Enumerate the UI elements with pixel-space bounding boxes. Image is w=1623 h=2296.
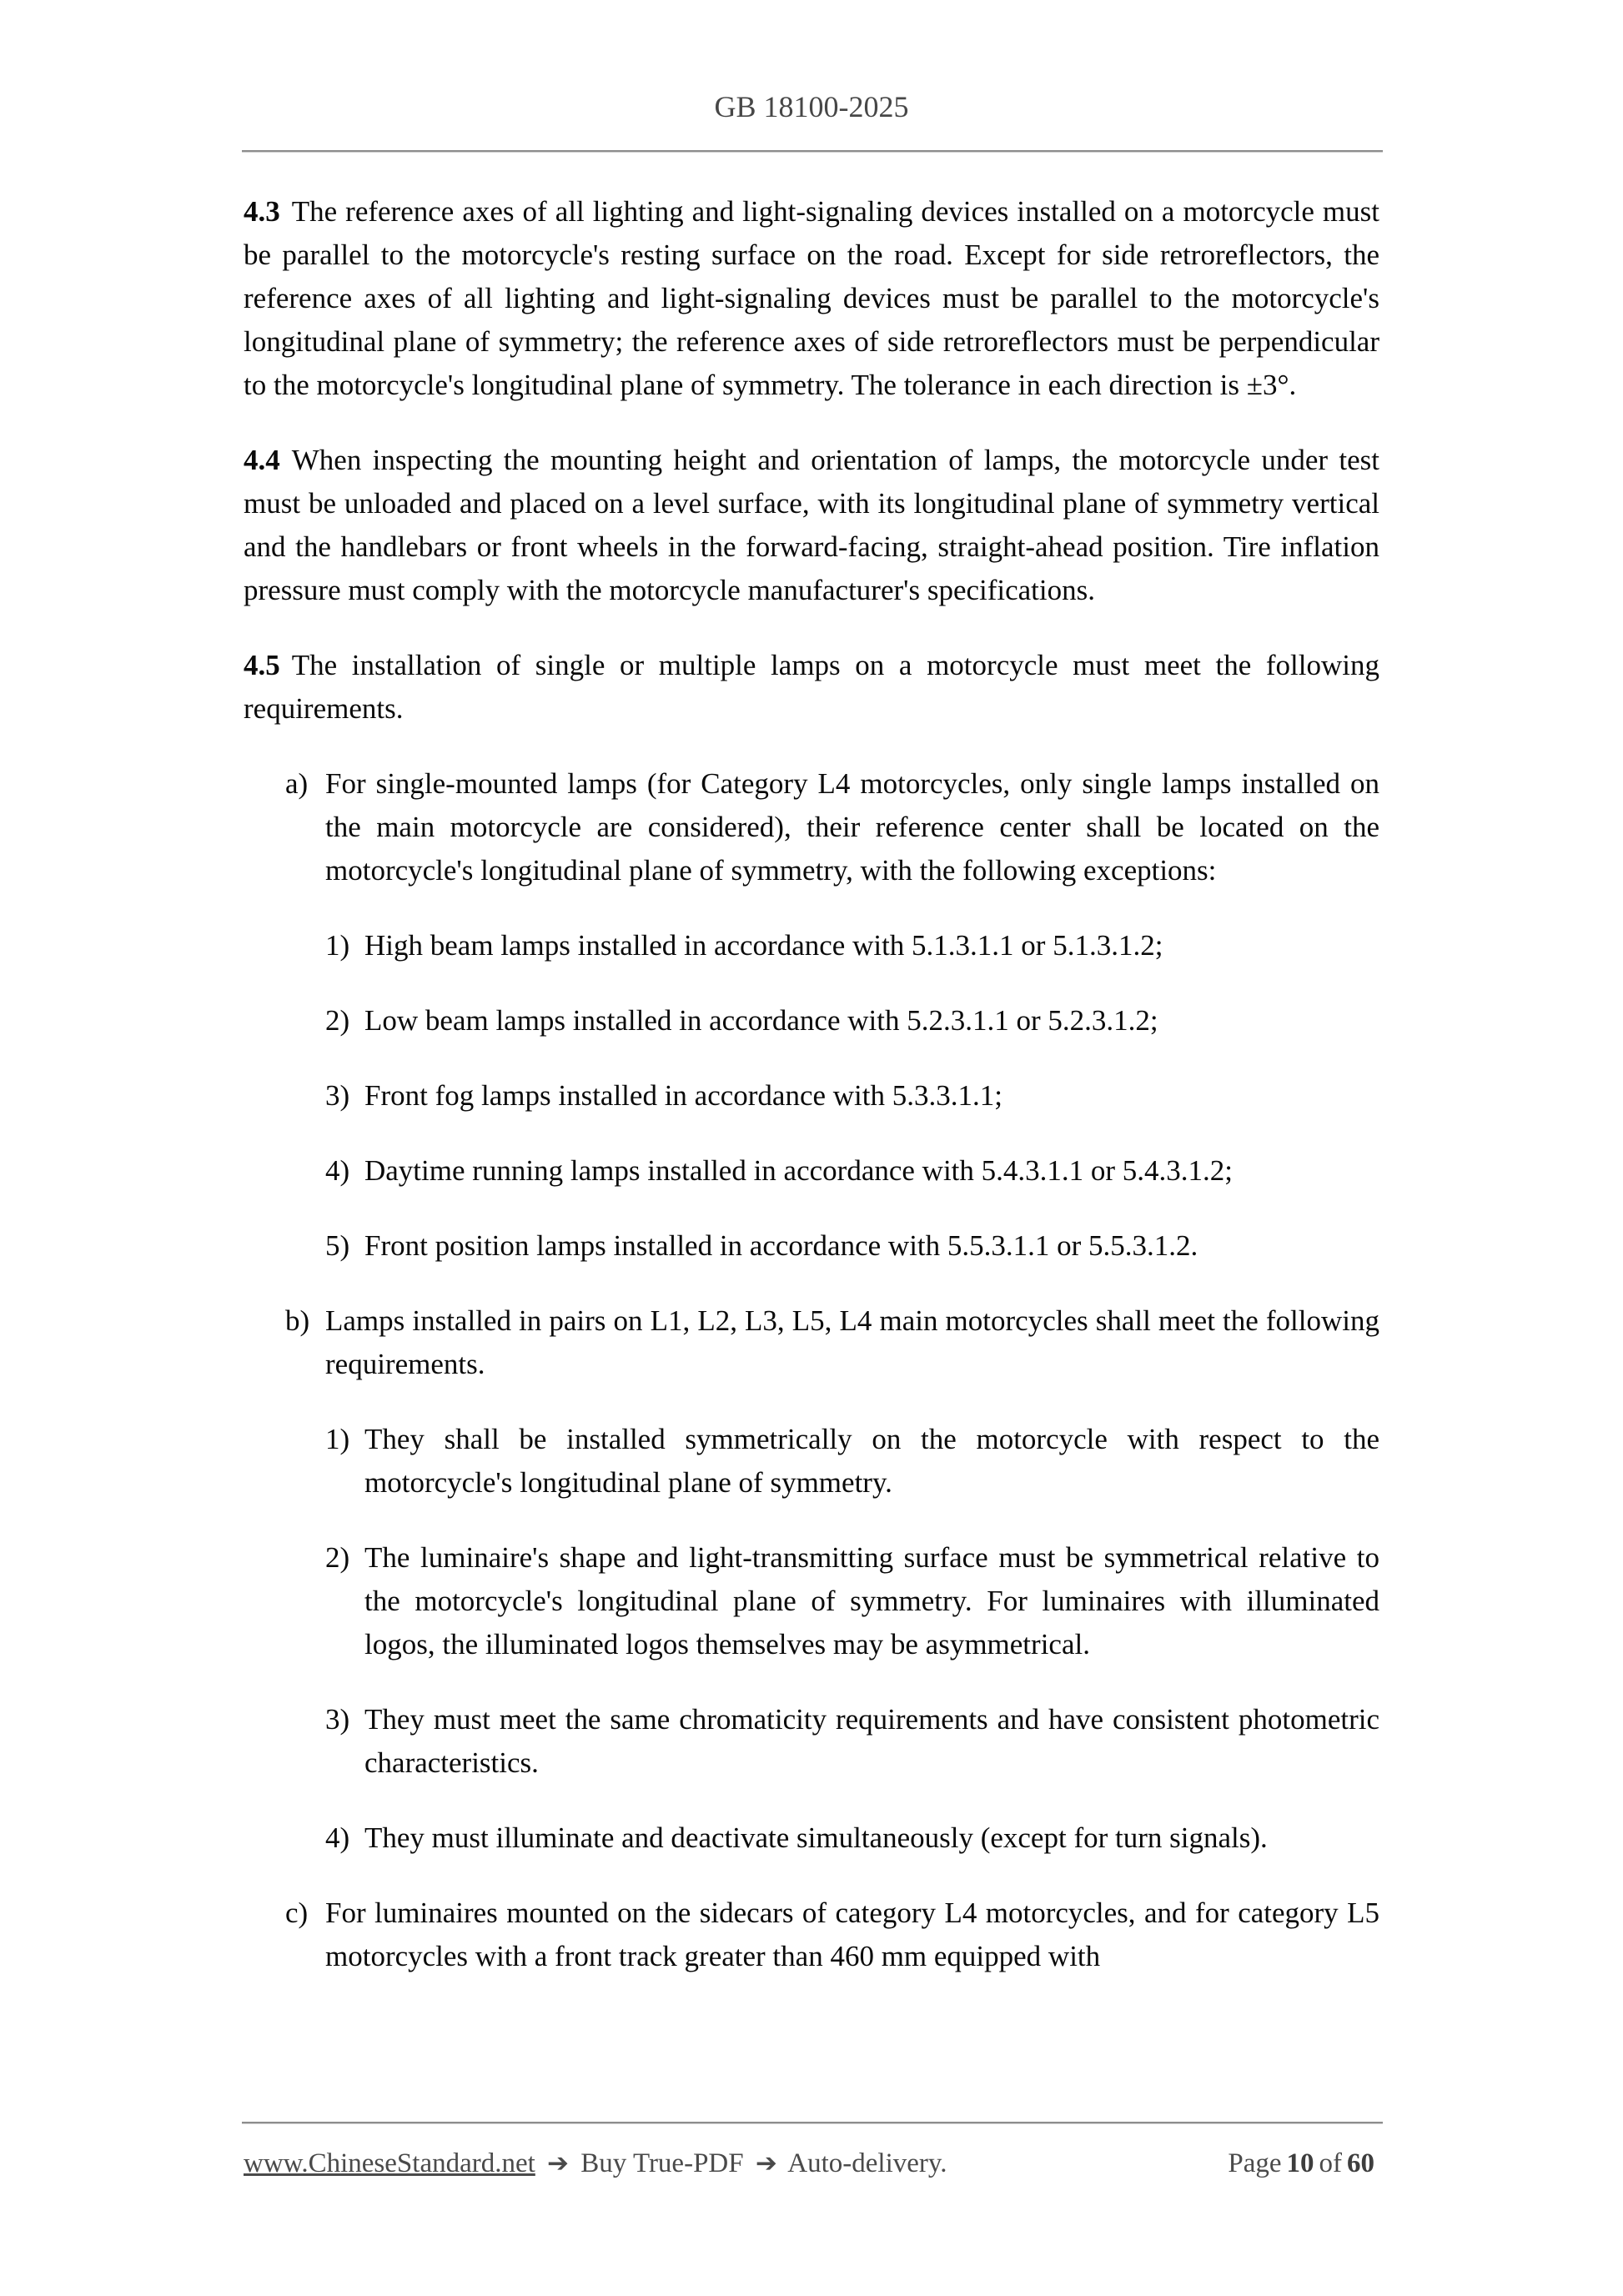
page-footer xyxy=(244,2142,1379,2185)
list-label: 4) xyxy=(325,1154,350,1187)
list-label: 1) xyxy=(325,1423,350,1455)
list-text: Front position lamps installed in accordance with 5.5.3.1.1 or 5.5.3.1.2. xyxy=(364,1229,1198,1262)
list-item-b-2 xyxy=(244,1536,1379,1666)
section-4-3 xyxy=(244,190,1379,407)
page-header-title: GB 18100-2025 xyxy=(714,90,909,123)
list-label: 4) xyxy=(325,1821,350,1854)
of-word: of xyxy=(1319,2148,1342,2178)
list-text: They shall be installed symmetrically on the motorcycle with respect to the motorcycle's longitudinal plane of symmetry. xyxy=(364,1423,1379,1499)
arrow-icon: ➔ xyxy=(755,2148,777,2178)
section-number: 4.4 xyxy=(244,444,280,476)
list-label: 3) xyxy=(325,1703,350,1736)
list-text: They must illuminate and deactivate simultaneously (except for turn signals). xyxy=(364,1821,1268,1854)
section-text: The reference axes of all lighting and light-signaling devices installed on a motorcycle must be parallel to the motorcycle's resting surface on the road. Except for side retroreflectors, the reference axes of all lighting and light-signaling devices must be parallel to the motorcycle's longitudinal plane of symmetry; the reference axes of side retroreflectors must be perpendicular to the motorcycle's longitudinal plane of symmetry. The tolerance in each direction is ±3°. xyxy=(244,195,1379,401)
list-text: High beam lamps installed in accordance with 5.1.3.1.1 or 5.1.3.1.2; xyxy=(364,929,1163,962)
page-indicator xyxy=(1228,2142,1379,2185)
list-text: For luminaires mounted on the sidecars of category L4 motorcycles, and for category L5 motorcycles with a front track greater than 460 mm equipped with xyxy=(325,1897,1379,1972)
footer-info xyxy=(244,2142,947,2185)
list-item-b-1 xyxy=(244,1418,1379,1505)
list-label: 3) xyxy=(325,1079,350,1112)
footer-rule xyxy=(242,2122,1383,2124)
list-label: c) xyxy=(285,1897,309,1929)
section-text: The installation of single or multiple lamps on a motorcycle must meet the following requirements. xyxy=(244,649,1379,725)
list-label: 2) xyxy=(325,1004,350,1037)
section-number: 4.5 xyxy=(244,649,280,681)
list-text: Lamps installed in pairs on L1, L2, L3, L5, L4 main motorcycles shall meet the following requirements. xyxy=(325,1304,1379,1380)
list-item-a-3 xyxy=(244,1074,1379,1118)
list-item-a-5 xyxy=(244,1224,1379,1268)
list-label: a) xyxy=(285,767,309,800)
list-item-b-4 xyxy=(244,1816,1379,1860)
list-label: b) xyxy=(285,1304,310,1337)
list-text: Daytime running lamps installed in accordance with 5.4.3.1.1 or 5.4.3.1.2; xyxy=(364,1154,1234,1187)
list-text: Front fog lamps installed in accordance with 5.3.3.1.1; xyxy=(364,1079,1002,1112)
footer-site-link[interactable]: www.ChineseStandard.net xyxy=(244,2148,535,2178)
list-item-b-3 xyxy=(244,1698,1379,1785)
list-text: Low beam lamps installed in accordance with 5.2.3.1.1 or 5.2.3.1.2; xyxy=(364,1004,1158,1037)
list-text: For single-mounted lamps (for Category L4 motorcycles, only single lamps installed on the main motorcycle are considered), their reference center shall be located on the motorcycle's longitudinal plane of symmetry, with the following exceptions: xyxy=(325,767,1379,887)
section-4-4 xyxy=(244,439,1379,612)
list-text: They must meet the same chromaticity requirements and have consistent photometric characteristics. xyxy=(364,1703,1379,1779)
page-number: 10 xyxy=(1286,2148,1314,2178)
list-label: 1) xyxy=(325,929,350,962)
section-text: When inspecting the mounting height and orientation of lamps, the motorcycle under test must be unloaded and placed on a level surface, with its longitudinal plane of symmetry vertical and the handlebars or front wheels in the forward-facing, straight-ahead position. Tire inflation pressure must comply with the motorcycle manufacturer's specifications. xyxy=(244,444,1379,606)
list-item-a-1 xyxy=(244,924,1379,967)
list-item-c xyxy=(244,1892,1379,1978)
arrow-icon: ➔ xyxy=(547,2148,570,2178)
footer-delivery-label: Auto-delivery. xyxy=(787,2148,947,2178)
list-item-a xyxy=(244,762,1379,892)
header-rule xyxy=(242,150,1383,153)
section-4-5 xyxy=(244,644,1379,731)
list-label: 2) xyxy=(325,1541,350,1574)
list-item-b xyxy=(244,1299,1379,1386)
page-word: Page xyxy=(1228,2148,1282,2178)
section-number: 4.3 xyxy=(244,195,280,228)
footer-buy-label: Buy True-PDF xyxy=(580,2148,744,2178)
list-item-a-2 xyxy=(244,999,1379,1042)
list-text: The luminaire's shape and light-transmitting surface must be symmetrical relative to the motorcycle's longitudinal plane of symmetry. For luminaires with illuminated logos, the illuminated logos themselves may be asymmetrical. xyxy=(364,1541,1379,1660)
document-body xyxy=(244,190,1379,2010)
list-item-a-4 xyxy=(244,1149,1379,1193)
total-pages: 60 xyxy=(1347,2148,1374,2178)
list-label: 5) xyxy=(325,1229,350,1262)
